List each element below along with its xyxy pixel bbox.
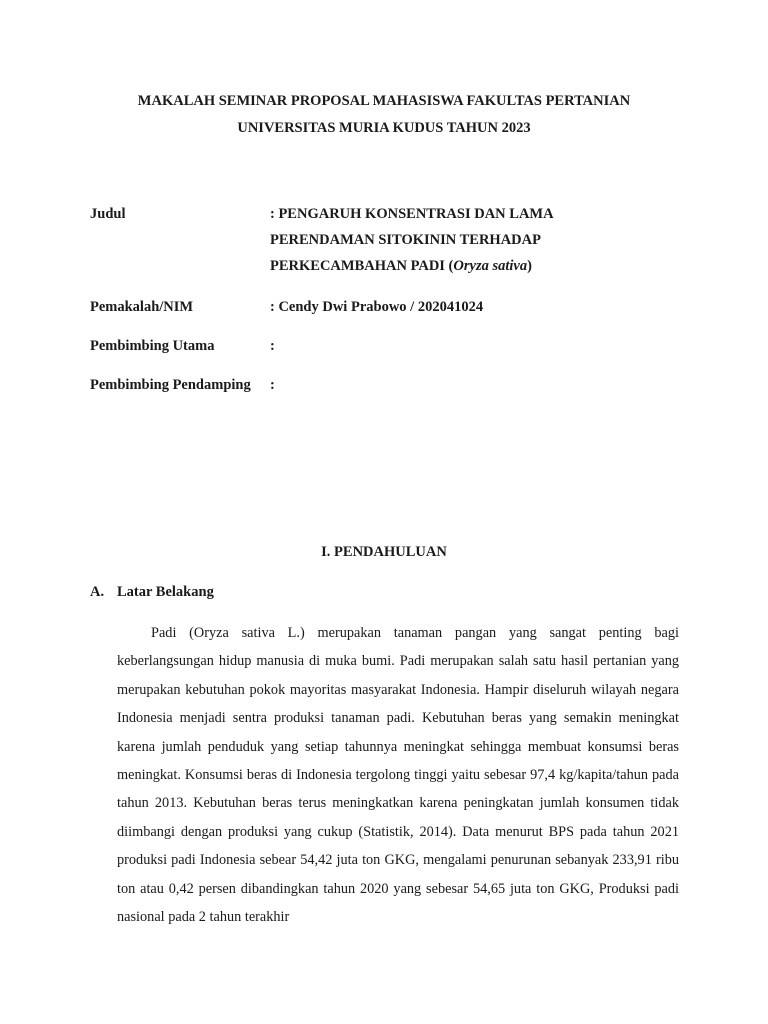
- judul-label: Judul: [90, 206, 126, 222]
- section-title: I. PENDAHULUAN: [321, 544, 447, 560]
- pembimbing-utama-value: :: [270, 338, 275, 354]
- judul-value-line-2: PERENDAMAN SITOKININ TERHADAP: [270, 232, 541, 248]
- pemakalah-label: Pemakalah/NIM: [90, 299, 194, 315]
- document-title-line-1: MAKALAH SEMINAR PROPOSAL MAHASISWA FAKULTAS PERTANIAN: [137, 93, 631, 109]
- judul-value-line-3: [270, 258, 532, 275]
- judul-line-3-text: PERKECAMBAHAN PADI (: [270, 258, 454, 274]
- body-paragraph: Padi (Oryza sativa L.) merupakan tanaman pangan yang sangat penting bagi keberlangsungan hidup manusia di muka bumi. Padi merupakan salah satu hasil pertanian yang merupakan kebutuhan pokok mayoritas masyarakat Indonesia. Hampir diseluruh wilayah negara Indonesia menjadi sentra produksi tanaman padi. Kebutuhan beras yang semakin meningkat karena jumlah penduduk yang setiap tahunnya meningkat sehingga membuat konsumsi beras meningkat. Konsumsi beras di Indonesia tergolong tinggi yaitu sebesar 97,4 kg/kapita/tahun pada tahun 2013. Kebutuhan beras terus meningkatkan karena peningkatan jumlah konsumen tidak diimbangi dengan produksi yang cukup (Statistik, 2014). Data menurut BPS pada tahun 2021 produksi padi Indonesia sebear 54,42 juta ton GKG, mengalami penurunan sebanyak 233,91 ribu ton atau 0,42 persen dibandingkan tahun 2020 yang sebesar 54,65 juta ton GKG, Produksi padi nasional pada 2 tahun terakhir: [117, 625, 679, 926]
- pembimbing-pendamping-value: :: [270, 377, 275, 393]
- pembimbing-utama-label: Pembimbing Utama: [90, 338, 215, 354]
- subsection-number: A.: [90, 584, 105, 600]
- judul-value-line-1: : PENGARUH KONSENTRASI DAN LAMA: [270, 206, 554, 222]
- subsection-title: Latar Belakang: [117, 584, 214, 600]
- judul-species-name: Oryza sativa: [453, 258, 528, 274]
- pemakalah-value: : Cendy Dwi Prabowo / 202041024: [270, 299, 484, 315]
- document-title-line-2: UNIVERSITAS MURIA KUDUS TAHUN 2023: [237, 120, 531, 136]
- judul-line-3-close: ): [527, 258, 532, 274]
- pembimbing-pendamping-label: Pembimbing Pendamping: [90, 377, 251, 393]
